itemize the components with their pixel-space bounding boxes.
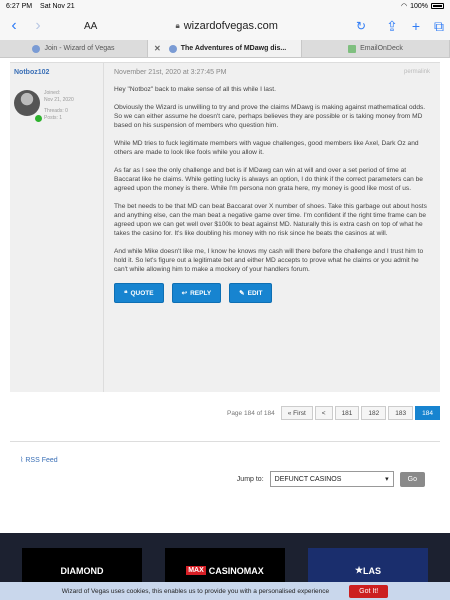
post-paragraph: And while Mike doesn't like me, I know he knows my cash will there before the challenge and I trust him to hold it. So let's figure out a legitimate bet and either MD accepts to prove what he claims or you admit he can't while allowing him to make a mockery of your handlers forum.: [114, 248, 424, 273]
tab-label: EmailOnDeck: [360, 45, 403, 52]
post-content: [104, 63, 440, 392]
pencil-icon: ✎: [239, 290, 245, 297]
jump-label: Jump to:: [236, 475, 264, 483]
chevron-down-icon: ▾: [385, 476, 389, 483]
battery-icon: [431, 3, 444, 9]
battery-percent: 100%: [410, 2, 428, 10]
new-tab-icon[interactable]: +: [411, 17, 420, 34]
share-icon[interactable]: ⇪: [386, 17, 398, 34]
status-date: Sat Nov 21: [40, 2, 75, 10]
author-username[interactable]: Notboz102: [14, 69, 50, 76]
post-actions: [114, 283, 430, 303]
edit-button[interactable]: ✎ EDIT: [229, 283, 272, 303]
url-text: wizardofvegas.com: [183, 20, 278, 32]
tabs-overview-icon[interactable]: ⧉: [434, 17, 444, 34]
status-time: 6:27 PM: [6, 2, 33, 10]
permalink-link[interactable]: permalink: [403, 69, 430, 75]
wifi-icon: ◠: [400, 3, 408, 10]
tab-mdawg[interactable]: [148, 40, 302, 57]
online-status-icon: [35, 115, 42, 122]
joined-date: Nov 21, 2020: [44, 97, 74, 103]
wov-favicon-icon: [32, 45, 40, 53]
address-bar[interactable]: [105, 20, 348, 32]
joined-label: Joined:: [44, 90, 61, 96]
close-icon[interactable]: ✕: [154, 44, 161, 53]
quote-icon: ❝: [124, 290, 128, 297]
back-icon[interactable]: ‹: [11, 17, 17, 34]
reload-icon[interactable]: ↻: [356, 19, 367, 33]
post-paragraph: While MD tries to fuck legitimate members with vague challenges, good members like Axel, Dark Oz and others are made to look like fools while you allow it.: [114, 140, 419, 156]
author-meta: [44, 90, 74, 122]
browser-toolbar: [0, 12, 450, 40]
forward-icon[interactable]: ›: [35, 17, 41, 34]
page-link[interactable]: 182: [361, 406, 386, 420]
post-timestamp: November 21st, 2020 at 3:27:45 PM: [114, 69, 227, 76]
got-it-button[interactable]: Got It!: [349, 585, 388, 598]
current-page: 184: [415, 406, 440, 420]
status-bar: [0, 0, 450, 12]
author-panel: [10, 63, 104, 392]
post-paragraph: As far as I see the only challenge and bet is if MDawg can win at will and over a set period of time at Baccarat like he claims. While getting lucky is always an option, I do think if the correct parameters can be agreed upon the money is there. While I'm persona non grata here, my money is good like most of us.: [114, 167, 423, 192]
thread-count: Threads: 0: [44, 108, 68, 114]
jump-to-forum: [237, 471, 425, 487]
tab-label: Join - Wizard of Vegas: [44, 45, 115, 52]
diamond-banner[interactable]: DIAMOND: [22, 548, 142, 593]
las-banner[interactable]: ★ LAS: [308, 548, 428, 593]
rss-feed-link[interactable]: ⌇ RSS Feed: [20, 457, 58, 464]
pagination: [227, 406, 440, 420]
rss-icon: ⌇: [20, 457, 24, 464]
page-link[interactable]: 181: [335, 406, 360, 420]
emailondeck-favicon-icon: [348, 45, 356, 53]
tab-join[interactable]: [0, 40, 148, 57]
divider: [10, 441, 440, 442]
tab-emailondeck[interactable]: [302, 40, 450, 57]
tab-label: The Adventures of MDawg dis...: [180, 45, 287, 52]
prev-page-button[interactable]: <: [315, 406, 333, 420]
casinomax-banner[interactable]: MAX CASINOMAX: [165, 548, 285, 593]
reply-button[interactable]: ↩ REPLY: [172, 283, 222, 303]
post-count: Posts: 1: [44, 115, 63, 121]
reader-options-button[interactable]: AA: [84, 20, 98, 32]
reply-icon: ↩: [181, 290, 188, 297]
tab-bar: [0, 40, 450, 58]
page-indicator: Page 184 of 184: [226, 409, 275, 417]
post-body: [114, 85, 430, 274]
page-link[interactable]: 183: [388, 406, 413, 420]
first-page-button[interactable]: « First: [281, 406, 313, 420]
quote-button[interactable]: ❝ QUOTE: [114, 283, 164, 303]
star-icon: ★: [354, 565, 364, 575]
go-button[interactable]: Go: [400, 472, 425, 487]
lock-icon: 🔒︎: [175, 21, 180, 30]
avatar[interactable]: [14, 90, 40, 116]
post-paragraph: Obviously the Wizard is unwilling to try and prove the claims MDawg is making against mathematical odds. So we can either assume he doesn't care, perhaps believes they are possible or is taking money from MD based on his suspension of members who question him.: [114, 104, 426, 129]
post-paragraph: The bet needs to be that MD can beat Baccarat over X number of shoes. Take this garbage out about hosts and anything else, can the man beat a negative game over time. I'm confident if the right time frame can be agreed upon we can get well over $100k to beat against MD. Naturally this is extra cash on top of what he takes the casino for. It's like doubling his money with no risk since he beats the casinos at will.: [114, 203, 427, 237]
forum-post: [10, 62, 440, 392]
post-paragraph: Hey "Notboz" back to make sense of all this while I last.: [114, 86, 276, 93]
cookie-text: Wizard of Vegas uses cookies, this enables us to provide you with a personalised experience: [61, 587, 330, 595]
wov-favicon-icon: [169, 45, 177, 53]
cookie-banner: [0, 582, 450, 600]
forum-select[interactable]: DEFUNCT CASINOS ▾: [270, 471, 394, 487]
